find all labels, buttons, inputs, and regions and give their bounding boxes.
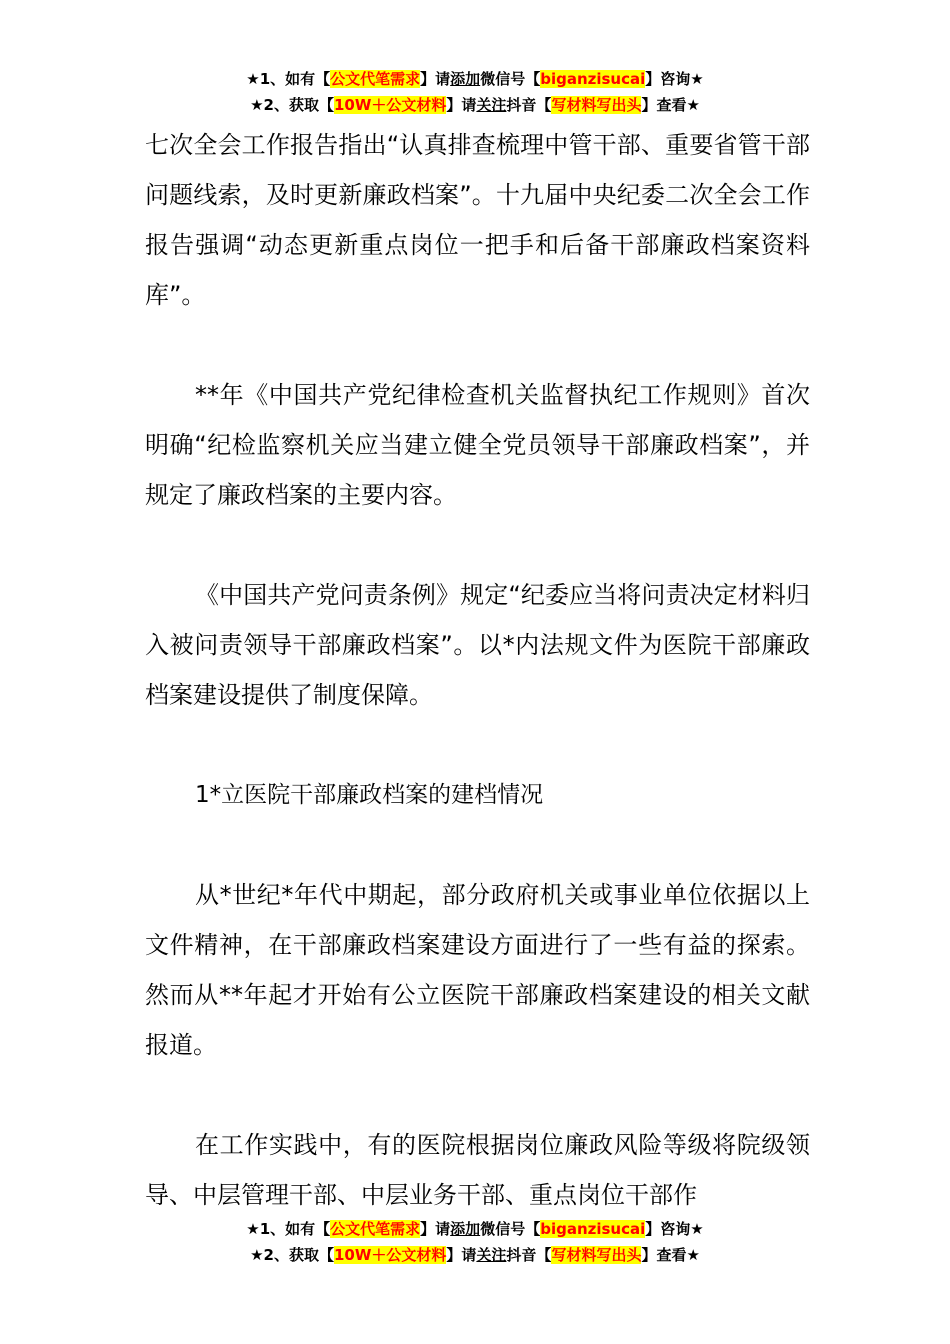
banner-highlight: biganzisucai xyxy=(540,70,646,88)
banner-highlight: biganzisucai xyxy=(540,1220,646,1238)
banner-line-1: ★1、如有【公文代笔需求】请添加微信号【biganzisucai】咨询★ xyxy=(246,1220,704,1238)
paragraph: 在工作实践中，有的医院根据岗位廉政风险等级将院级领导、中层管理干部、中层业务干部、重点岗位干部作 xyxy=(145,1131,810,1209)
banner-highlight: 公文代笔需求 xyxy=(330,1220,421,1238)
paragraph: 从*世纪*年代中期起，部分政府机关或事业单位依据以上文件精神，在干部廉政档案建设方面进行了一些有益的探索。然而从**年起才开始有公立医院干部廉政档案建设的相关文献报道。 xyxy=(145,881,810,1059)
banner-highlight: 公文代笔需求 xyxy=(330,70,421,88)
banner-line-2: ★2、获取【10W＋公文材料】请关注抖音【写材料写出头】查看★ xyxy=(250,96,700,114)
star-icon: ★ xyxy=(690,70,704,88)
paragraph: 七次全会工作报告指出“认真排查梳理中管干部、重要省管干部问题线索，及时更新廉政档案”。十九届中央纪委二次全会工作报告强调“动态更新重点岗位一把手和后备干部廉政档案资料库”。 xyxy=(145,131,810,309)
banner-line-1: ★1、如有【公文代笔需求】请添加微信号【biganzisucai】咨询★ xyxy=(246,70,704,88)
banner-highlight: 10W＋公文材料 xyxy=(333,96,447,114)
star-icon: ★ xyxy=(250,1246,264,1264)
paragraph: **年《中国共产党纪律检查机关监督执纪工作规则》首次明确“纪检监察机关应当建立健全党员领导干部廉政档案”，并规定了廉政档案的主要内容。 xyxy=(145,381,810,509)
star-icon: ★ xyxy=(686,96,700,114)
document-body xyxy=(145,120,810,1220)
star-icon: ★ xyxy=(690,1220,704,1238)
banner-line-2: ★2、获取【10W＋公文材料】请关注抖音【写材料写出头】查看★ xyxy=(250,1246,700,1264)
banner-highlight: 写材料写出头 xyxy=(551,96,642,114)
header-banner xyxy=(0,66,950,118)
banner-highlight: 写材料写出头 xyxy=(551,1246,642,1264)
footer-banner xyxy=(0,1216,950,1268)
star-icon: ★ xyxy=(246,70,260,88)
star-icon: ★ xyxy=(250,96,264,114)
star-icon: ★ xyxy=(246,1220,260,1238)
section-heading: 1*立医院干部廉政档案的建档情况 xyxy=(195,782,544,808)
paragraph: 《中国共产党问责条例》规定“纪委应当将问责决定材料归入被问责领导干部廉政档案”。以*内法规文件为医院干部廉政档案建设提供了制度保障。 xyxy=(145,581,810,709)
banner-highlight: 10W＋公文材料 xyxy=(333,1246,447,1264)
star-icon: ★ xyxy=(686,1246,700,1264)
